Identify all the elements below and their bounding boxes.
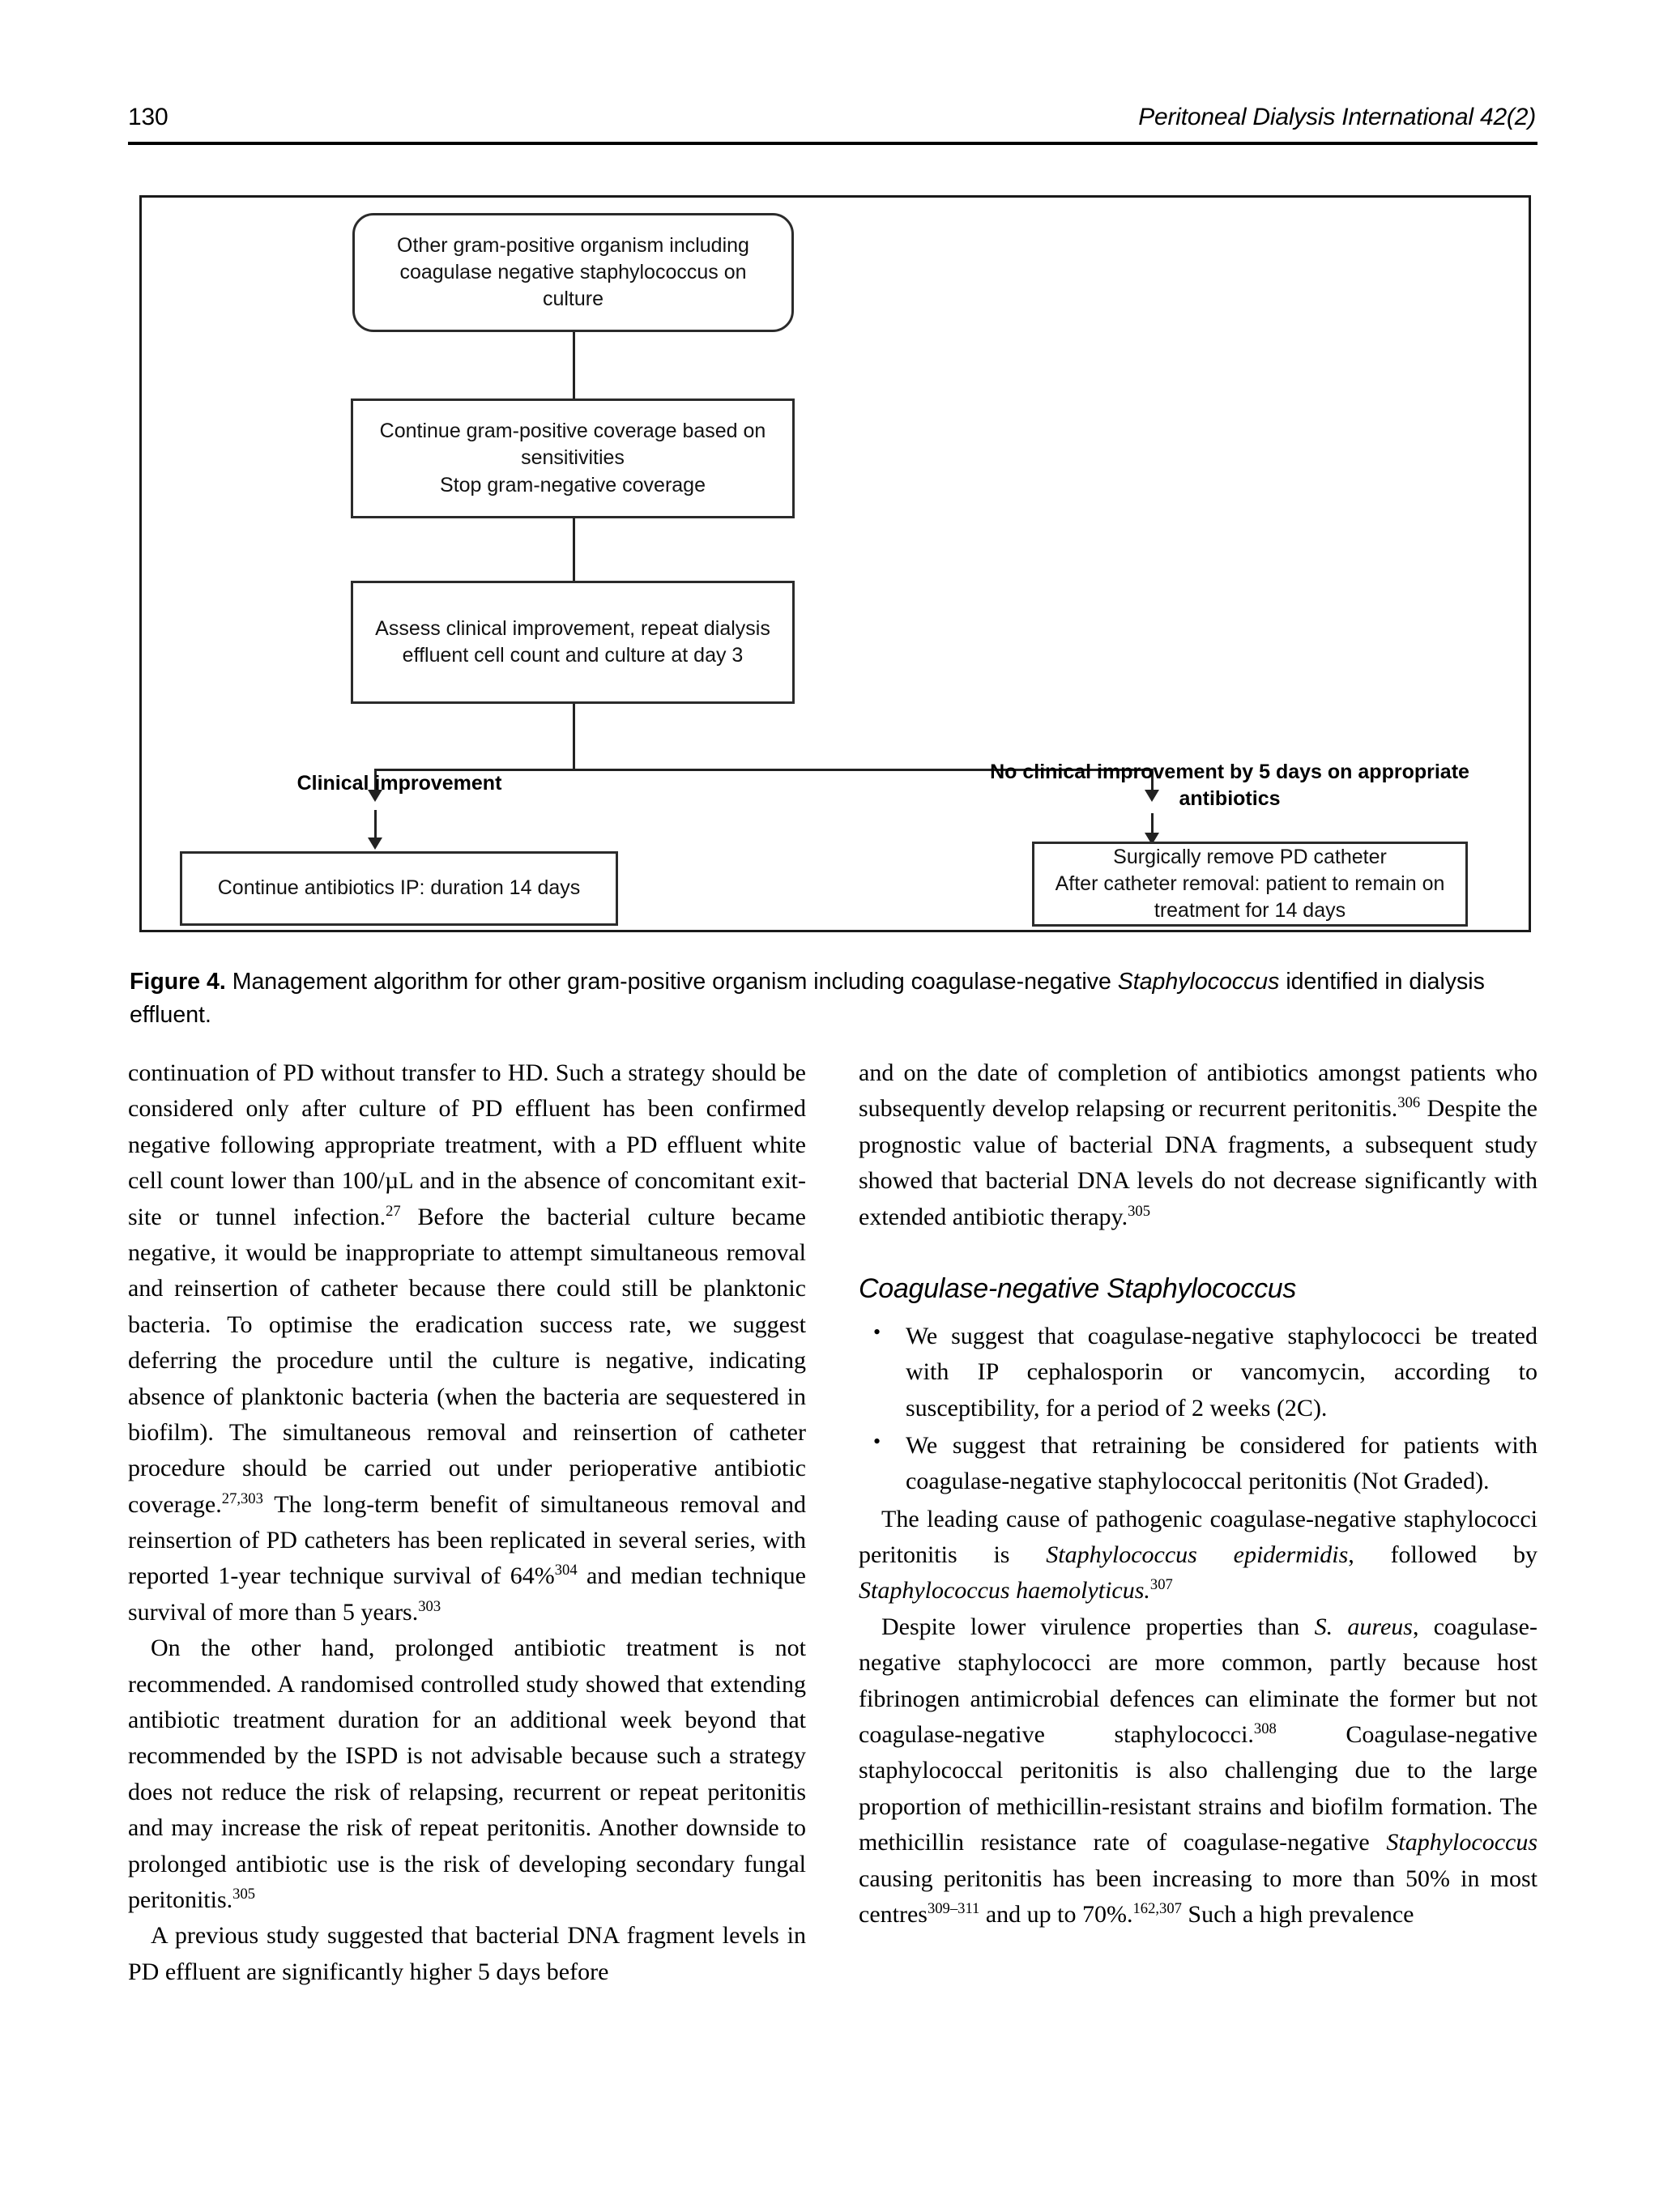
ref-303: 303	[418, 1597, 441, 1615]
ref-305-left: 305	[232, 1885, 256, 1903]
connector-assess-down	[573, 704, 575, 770]
list-item	[859, 1428, 1537, 1500]
ref-27-303: 27,303	[221, 1490, 263, 1507]
branch-label-improvement: Clinical improvement	[296, 772, 502, 795]
ref-309-311: 309–311	[927, 1900, 980, 1917]
flow-node-continue-line1: Continue antibiotics IP: duration 14 days	[217, 876, 581, 900]
paragraph-leading-cause	[859, 1502, 1537, 1609]
branch-label-no-improvement-line2: on appropriate antibiotics	[1179, 761, 1469, 810]
paragraph-dna-continued	[859, 1055, 1537, 1235]
flow-node-coverage-line2: sensitivities	[521, 446, 625, 470]
flow-node-culture-line2: coagulase negative staphylococcus on	[399, 260, 747, 283]
list-item	[859, 1319, 1537, 1426]
para-left-2a: On the other hand, prolonged antibiotic treatment is not recommended. A randomised controlled study showed that extending antibiotic treatment duration for an additional week beyond that recommended by the ISPD is not advisable because such a strategy does not reduce the risk of relapsing, recurrent or repeat peritonitis and may increase the risk of repeat peritonitis. Another downside to prolonged antibiotic use is the risk of developing secondary fungal peritonitis.	[128, 1634, 806, 1913]
flow-node-surgical-line2: After catheter removal: patient to remain on	[1055, 872, 1445, 895]
running-head	[128, 104, 1536, 131]
paragraph-dna-fragment	[128, 1918, 806, 1990]
paragraph-virulence	[859, 1609, 1537, 1933]
recommendation-1-text: We suggest that coagulase-negative staphylococci be treated with IP cephalosporin or vancomycin, according to susceptibility, for a period of 2 weeks (2C).	[906, 1322, 1537, 1421]
flow-node-coverage-line3: Stop gram-negative coverage	[440, 473, 706, 497]
ref-27: 27	[386, 1202, 401, 1220]
para-right-3a: Despite lower virulence properties than	[881, 1613, 1315, 1640]
para-right-2b: , followed by	[1348, 1541, 1537, 1569]
recommendation-2-text: We suggest that retraining be considered for patients with coagulase-negative staphylococcal peritonitis (Not Graded).	[906, 1431, 1537, 1495]
ref-307: 307	[1149, 1576, 1173, 1594]
species-epidermidis: Staphylococcus epidermidis	[1046, 1541, 1349, 1569]
para-right-3c: Coagulase-negative staphylococcal peritonitis is also challenging due to the large proportion of methicillin-resistant strains and biofilm formation. The methicillin resistance rate of coagulase-negative	[859, 1721, 1537, 1856]
header-rule	[128, 142, 1537, 145]
connector-coverage-to-assess	[573, 518, 575, 581]
para-right-1b: Despite the prognostic value of bacterial DNA fragments, a subsequent study showed that bacterial DNA levels do not decrease significantly with extended antibiotic therapy.	[859, 1095, 1538, 1230]
figure-frame	[139, 195, 1531, 932]
figure-caption-label: Figure 4.	[130, 969, 226, 995]
ref-308: 308	[1253, 1720, 1277, 1738]
flow-node-culture-line3: culture	[542, 288, 604, 311]
figure-caption-text-a: Management algorithm for other gram-positive organism including coagulase-negative	[225, 969, 1118, 995]
flow-node-assess-line1: Assess clinical improvement, repeat dialysis	[375, 616, 770, 640]
flow-node-surgical-line1: Surgically remove PD catheter	[1113, 845, 1387, 868]
paragraph-continuation	[128, 1055, 806, 1630]
branch-label-no-improvement	[987, 759, 1473, 812]
species-s-aureus: S. aureus	[1314, 1613, 1413, 1640]
ref-305-right: 305	[1128, 1202, 1150, 1220]
para-left-1d: and median technique survival of more than 5 years.	[128, 1562, 806, 1626]
genus-staphylococcus: Staphylococcus	[1386, 1829, 1537, 1856]
para-left-1a: continuation of PD without transfer to HD. Such a strategy should be considered only after culture of PD effluent has been confirmed negative following appropriate treatment, with a PD effluent white cell count lower than 100/µL and in the absence of concomitant exit-site or tunnel infection.	[128, 1059, 806, 1230]
flow-node-assess-line2: effluent cell count and culture at day 3	[402, 644, 744, 667]
page-number: 130	[128, 104, 168, 130]
figure-caption-italic-term: Staphylococcus	[1117, 969, 1280, 995]
connector-no-improvement-to-surgical	[1151, 813, 1154, 834]
section-heading-coagulase-negative: Coagulase-negative Staphylococcus	[859, 1272, 1297, 1304]
species-haemolyticus: Staphylococcus haemolyticus.	[859, 1577, 1150, 1605]
para-right-3e: and up to 70%.	[979, 1901, 1133, 1928]
flow-node-coverage	[351, 399, 795, 518]
ref-306: 306	[1397, 1094, 1421, 1112]
recommendation-list	[859, 1319, 1537, 1500]
body-column-right	[859, 1055, 1537, 1933]
figure-caption	[130, 965, 1539, 1033]
body-column-left	[128, 1055, 806, 1990]
connector-culture-to-coverage	[573, 332, 575, 399]
branch-label-no-improvement-line1: No clinical improvement by 5 days	[990, 761, 1322, 783]
ref-162-307: 162,307	[1132, 1900, 1182, 1917]
para-left-3a: A previous study suggested that bacterial DNA fragment levels in PD effluent are significantly higher 5 days before	[128, 1922, 806, 1985]
para-right-3f: Such a high prevalence	[1181, 1901, 1414, 1928]
figure-caption-text-b: identified in dialysis effluent.	[130, 969, 1485, 1029]
para-right-2a: The leading cause of pathogenic coagulase-negative staphylococci peritonitis is	[859, 1505, 1537, 1569]
journal-title: Peritoneal Dialysis International 42(2)	[1138, 104, 1536, 130]
para-left-1c: The long-term benefit of simultaneous removal and reinsertion of PD catheters has been replicated in several series, with reported 1-year technique survival of 64%	[128, 1490, 806, 1590]
flow-node-surgical-line3: treatment for 14 days	[1154, 899, 1346, 923]
para-right-3b: , coagulase-negative staphylococci are more common, partly because host fibrinogen antimicrobial defences can eliminate the former but not coagulase-negative staphylococci.	[859, 1613, 1537, 1749]
flow-node-surgical-removal	[1032, 842, 1468, 927]
paragraph-prolonged-antibiotics	[128, 1630, 806, 1918]
flow-node-coverage-line1: Continue gram-positive coverage based on	[379, 420, 766, 443]
para-right-3d: causing peritonitis has been increasing to more than 50% in most centres	[859, 1865, 1537, 1928]
flow-node-assess	[351, 581, 795, 704]
flow-node-culture-line1: Other gram-positive organism including	[397, 233, 749, 257]
arrowhead-continue-box	[368, 837, 382, 850]
flow-node-continue-antibiotics	[180, 851, 618, 926]
connector-improvement-to-continue	[374, 810, 377, 839]
para-left-1b: Before the bacterial culture became negative, it would be inappropriate to attempt simultaneous removal and reinsertion of catheter because there could still be planktonic bacteria. To optimise the eradication success rate, we suggest deferring the procedure until the culture is negative, indicating absence of planktonic bacteria (when the bacteria are sequestered in biofilm). The simultaneous removal and reinsertion of catheter procedure should be carried out under perioperative antibiotic coverage.	[128, 1203, 806, 1518]
para-right-1a: and on the date of completion of antibiotics amongst patients who subsequently develop relapsing or recurrent peritonitis.	[859, 1059, 1537, 1123]
flow-node-culture	[352, 213, 794, 332]
ref-304: 304	[554, 1562, 578, 1579]
